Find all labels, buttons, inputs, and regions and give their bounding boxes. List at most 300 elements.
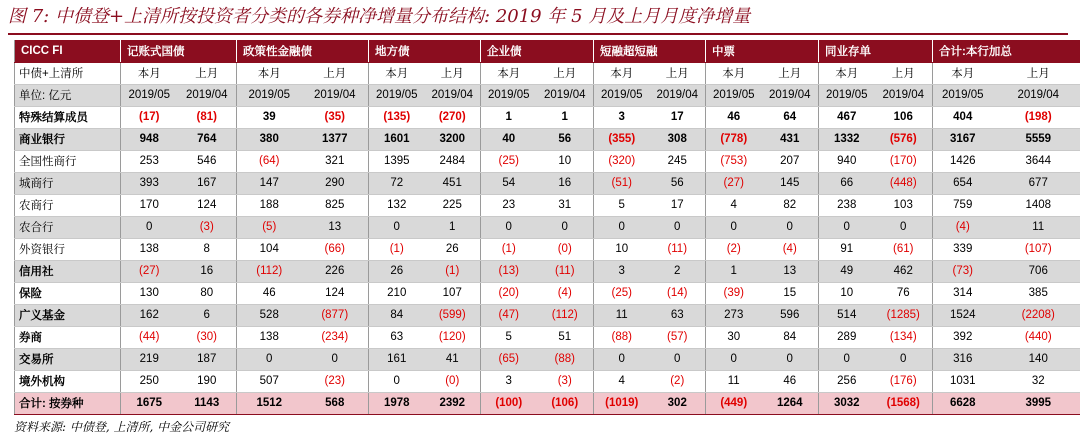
table-cell: 3 (594, 260, 650, 282)
table-cell: 3 (481, 370, 537, 392)
table-cell: 107 (425, 282, 481, 304)
table-cell: (135) (369, 106, 425, 128)
table-cell: 26 (425, 238, 481, 260)
table-row (15, 150, 1080, 172)
table-cell: (100) (481, 392, 537, 414)
figure-title: 图 7: 中债登+上清所按投资者分类的各券种净增量分布结构: 2019 年 5 月及上月月度净增量 (8, 6, 751, 27)
subheader-previous: 上月 (178, 62, 237, 84)
table-cell: 104 (237, 238, 302, 260)
table-cell: 80 (178, 282, 237, 304)
table-cell: 253 (121, 150, 178, 172)
table-cell: 0 (819, 216, 875, 238)
table-cell: (0) (537, 238, 594, 260)
table-cell: 84 (369, 304, 425, 326)
table-cell: 1426 (933, 150, 993, 172)
table-cell: 40 (481, 128, 537, 150)
table-cell: (2208) (993, 304, 1080, 326)
row-label: 商业银行 (15, 128, 121, 150)
table-cell: (1) (425, 260, 481, 282)
period-previous: 2019/04 (762, 84, 819, 106)
table-cell: 17 (650, 194, 706, 216)
table-cell: 1512 (237, 392, 302, 414)
table-cell: 385 (993, 282, 1080, 304)
unit-label: 单位: 亿元 (15, 84, 121, 106)
table-cell: (73) (933, 260, 993, 282)
subheader-current: 本月 (121, 62, 178, 84)
period-current: 2019/05 (481, 84, 537, 106)
table-cell: 431 (762, 128, 819, 150)
table-cell: (25) (481, 150, 537, 172)
table-cell: (320) (594, 150, 650, 172)
table-row (15, 128, 1080, 150)
table-cell: 256 (819, 370, 875, 392)
table-cell: 54 (481, 172, 537, 194)
table-cell: (27) (706, 172, 762, 194)
table-cell: 51 (537, 326, 594, 348)
table-cell: 6628 (933, 392, 993, 414)
table-row (15, 194, 1080, 216)
table-cell: 1 (706, 260, 762, 282)
row-label: 交易所 (15, 348, 121, 370)
table-cell: 138 (237, 326, 302, 348)
table-cell: 462 (875, 260, 933, 282)
table-cell: 64 (762, 106, 819, 128)
table-cell: (88) (537, 348, 594, 370)
table-cell: 546 (178, 150, 237, 172)
row-label: 城商行 (15, 172, 121, 194)
table-cell: (4) (537, 282, 594, 304)
row-label: 全国性商行 (15, 150, 121, 172)
table-cell: 188 (237, 194, 302, 216)
table-cell: (106) (537, 392, 594, 414)
table-cell: 10 (594, 238, 650, 260)
table-cell: (4) (933, 216, 993, 238)
table-cell: 4 (594, 370, 650, 392)
table-cell: (11) (650, 238, 706, 260)
table-cell: 0 (762, 216, 819, 238)
table-cell: (1019) (594, 392, 650, 414)
table-row (15, 392, 1080, 414)
table-row (15, 238, 1080, 260)
table-cell: 15 (762, 282, 819, 304)
table-cell: 103 (875, 194, 933, 216)
table-cell: (0) (425, 370, 481, 392)
table-cell: (11) (537, 260, 594, 282)
table-cell: 31 (537, 194, 594, 216)
table-cell: 764 (178, 128, 237, 150)
table-cell: 321 (302, 150, 369, 172)
table-cell: 56 (537, 128, 594, 150)
table-cell: 1377 (302, 128, 369, 150)
table-cell: 91 (819, 238, 875, 260)
table-cell: 11 (993, 216, 1080, 238)
table-cell: 56 (650, 172, 706, 194)
table-cell: (270) (425, 106, 481, 128)
net-increment-table (14, 40, 1080, 415)
group-header: 记账式国债 (121, 40, 237, 62)
corner-label: CICC FI (15, 40, 121, 62)
table-cell: (44) (121, 326, 178, 348)
table-cell: 130 (121, 282, 178, 304)
row-label: 信用社 (15, 260, 121, 282)
table-cell: 1675 (121, 392, 178, 414)
row-label: 农合行 (15, 216, 121, 238)
table-cell: (64) (237, 150, 302, 172)
table-row (15, 282, 1080, 304)
table-row (15, 370, 1080, 392)
table-cell: (778) (706, 128, 762, 150)
table-cell: 467 (819, 106, 875, 128)
table-cell: 147 (237, 172, 302, 194)
table-row (15, 304, 1080, 326)
table-cell: 1332 (819, 128, 875, 150)
table-cell: (355) (594, 128, 650, 150)
table-cell: (3) (537, 370, 594, 392)
table-cell: 273 (706, 304, 762, 326)
table-cell: 162 (121, 304, 178, 326)
table-cell: 3995 (993, 392, 1080, 414)
period-previous: 2019/04 (178, 84, 237, 106)
table-cell: (51) (594, 172, 650, 194)
table-cell: 451 (425, 172, 481, 194)
table-cell: 0 (706, 348, 762, 370)
table-cell: 0 (875, 348, 933, 370)
table-cell: (35) (302, 106, 369, 128)
table-cell: (17) (121, 106, 178, 128)
table-cell: 302 (650, 392, 706, 414)
table-cell: 226 (302, 260, 369, 282)
table-row (15, 172, 1080, 194)
table-cell: (112) (237, 260, 302, 282)
subheader-previous: 上月 (762, 62, 819, 84)
row-label: 外资银行 (15, 238, 121, 260)
table-cell: 677 (993, 172, 1080, 194)
group-header: 合计:本行加总 (933, 40, 1080, 62)
period-previous: 2019/04 (302, 84, 369, 106)
table-cell: 3200 (425, 128, 481, 150)
table-cell: 106 (875, 106, 933, 128)
subheader-current: 本月 (237, 62, 302, 84)
group-header-row (15, 40, 1080, 62)
table-cell: 2484 (425, 150, 481, 172)
table-cell: 210 (369, 282, 425, 304)
table-cell: 1031 (933, 370, 993, 392)
table-cell: 32 (993, 370, 1080, 392)
table-cell: 0 (481, 216, 537, 238)
table-cell: 23 (481, 194, 537, 216)
table-cell: 0 (121, 216, 178, 238)
period-current: 2019/05 (369, 84, 425, 106)
subheader-row (15, 62, 1080, 84)
table-cell: (599) (425, 304, 481, 326)
table-cell: 63 (650, 304, 706, 326)
period-current: 2019/05 (237, 84, 302, 106)
table-cell: 3032 (819, 392, 875, 414)
table-cell: 46 (762, 370, 819, 392)
table-cell: 16 (178, 260, 237, 282)
subheader-current: 本月 (706, 62, 762, 84)
table-cell: 1524 (933, 304, 993, 326)
table-cell: 17 (650, 106, 706, 128)
table-cell: 124 (178, 194, 237, 216)
table-cell: 13 (302, 216, 369, 238)
table-cell: (107) (993, 238, 1080, 260)
table-cell: (2) (650, 370, 706, 392)
table-cell: 0 (369, 370, 425, 392)
table-cell: 0 (237, 348, 302, 370)
subheader-current: 本月 (369, 62, 425, 84)
table-cell: 16 (537, 172, 594, 194)
period-previous: 2019/04 (425, 84, 481, 106)
table-cell: 46 (706, 106, 762, 128)
table-cell: 1 (425, 216, 481, 238)
table-cell: (81) (178, 106, 237, 128)
table-cell: 0 (762, 348, 819, 370)
table-cell: 392 (933, 326, 993, 348)
period-previous: 2019/04 (875, 84, 933, 106)
table-cell: (3) (178, 216, 237, 238)
group-header: 企业债 (481, 40, 594, 62)
table-cell: 190 (178, 370, 237, 392)
row-label: 特殊结算成员 (15, 106, 121, 128)
table-row (15, 260, 1080, 282)
table-cell: 0 (594, 348, 650, 370)
subheader-previous: 上月 (302, 62, 369, 84)
table-cell: 66 (819, 172, 875, 194)
period-current: 2019/05 (706, 84, 762, 106)
table-cell: 3644 (993, 150, 1080, 172)
table-cell: (4) (762, 238, 819, 260)
table-cell: 63 (369, 326, 425, 348)
table-cell: 10 (537, 150, 594, 172)
table-cell: (170) (875, 150, 933, 172)
table-cell: 404 (933, 106, 993, 128)
table-cell: 5559 (993, 128, 1080, 150)
table-cell: 132 (369, 194, 425, 216)
row-label: 境外机构 (15, 370, 121, 392)
table-cell: 145 (762, 172, 819, 194)
table-cell: (30) (178, 326, 237, 348)
table-cell: 13 (762, 260, 819, 282)
table-cell: 30 (706, 326, 762, 348)
group-header: 政策性金融债 (237, 40, 369, 62)
table-cell: 0 (875, 216, 933, 238)
group-header: 地方债 (369, 40, 481, 62)
group-header: 短融超短融 (594, 40, 706, 62)
table-cell: (448) (875, 172, 933, 194)
table-cell: 568 (302, 392, 369, 414)
table-cell: 596 (762, 304, 819, 326)
table-cell: 1408 (993, 194, 1080, 216)
table-cell: 0 (302, 348, 369, 370)
table-cell: 3 (594, 106, 650, 128)
table-cell: 250 (121, 370, 178, 392)
table-cell: 1978 (369, 392, 425, 414)
table-cell: 11 (594, 304, 650, 326)
table-cell: 3167 (933, 128, 993, 150)
table-cell: (27) (121, 260, 178, 282)
table-cell: 84 (762, 326, 819, 348)
table-cell: 308 (650, 128, 706, 150)
table-cell: (1) (481, 238, 537, 260)
row-label: 保险 (15, 282, 121, 304)
row-label: 合计: 按券种 (15, 392, 121, 414)
period-previous: 2019/04 (537, 84, 594, 106)
table-cell: (20) (481, 282, 537, 304)
period-current: 2019/05 (933, 84, 993, 106)
table-cell: 49 (819, 260, 875, 282)
group-header: 同业存单 (819, 40, 933, 62)
table-row (15, 106, 1080, 128)
table-row (15, 216, 1080, 238)
table-cell: 825 (302, 194, 369, 216)
subheader-label: 中债+上清所 (15, 62, 121, 84)
table-cell: 76 (875, 282, 933, 304)
table-cell: (61) (875, 238, 933, 260)
table-cell: 2392 (425, 392, 481, 414)
table-cell: (2) (706, 238, 762, 260)
row-label: 券商 (15, 326, 121, 348)
table-cell: (23) (302, 370, 369, 392)
table-cell: (234) (302, 326, 369, 348)
table-cell: 0 (819, 348, 875, 370)
table-cell: (440) (993, 326, 1080, 348)
table-cell: (449) (706, 392, 762, 414)
table-cell: 238 (819, 194, 875, 216)
table-row (15, 326, 1080, 348)
table-cell: (13) (481, 260, 537, 282)
table-cell: 706 (993, 260, 1080, 282)
table-cell: 0 (369, 216, 425, 238)
table-cell: 82 (762, 194, 819, 216)
period-current: 2019/05 (121, 84, 178, 106)
source-rule (14, 414, 1064, 415)
table-cell: 2 (650, 260, 706, 282)
table-cell: 0 (706, 216, 762, 238)
table-cell: 654 (933, 172, 993, 194)
table-cell: 11 (706, 370, 762, 392)
source-note: 资料来源: 中债登, 上清所, 中金公司研究 (14, 420, 230, 434)
row-label: 农商行 (15, 194, 121, 216)
table-cell: 0 (537, 216, 594, 238)
table-cell: 245 (650, 150, 706, 172)
table-cell: (47) (481, 304, 537, 326)
table-cell: 940 (819, 150, 875, 172)
table-cell: (5) (237, 216, 302, 238)
table-cell: 72 (369, 172, 425, 194)
table-cell: 46 (237, 282, 302, 304)
table-cell: 6 (178, 304, 237, 326)
subheader-previous: 上月 (993, 62, 1080, 84)
table-cell: 161 (369, 348, 425, 370)
table-cell: (1) (369, 238, 425, 260)
table-cell: 4 (706, 194, 762, 216)
table-cell: 225 (425, 194, 481, 216)
subheader-current: 本月 (933, 62, 993, 84)
period-row (15, 84, 1080, 106)
period-current: 2019/05 (594, 84, 650, 106)
table-cell: 759 (933, 194, 993, 216)
table-cell: 219 (121, 348, 178, 370)
table-cell: 1 (481, 106, 537, 128)
table-cell: 528 (237, 304, 302, 326)
table-cell: 207 (762, 150, 819, 172)
table-cell: 339 (933, 238, 993, 260)
table-cell: 187 (178, 348, 237, 370)
table-cell: (57) (650, 326, 706, 348)
table-cell: (877) (302, 304, 369, 326)
table-cell: 5 (481, 326, 537, 348)
table-cell: 380 (237, 128, 302, 150)
table-cell: 167 (178, 172, 237, 194)
subheader-previous: 上月 (875, 62, 933, 84)
table-cell: 316 (933, 348, 993, 370)
subheader-previous: 上月 (537, 62, 594, 84)
subheader-current: 本月 (481, 62, 537, 84)
table-cell: 1143 (178, 392, 237, 414)
table-cell: 0 (650, 348, 706, 370)
table-cell: 290 (302, 172, 369, 194)
table-cell: (753) (706, 150, 762, 172)
table-cell: 507 (237, 370, 302, 392)
table-cell: 514 (819, 304, 875, 326)
table-cell: (1285) (875, 304, 933, 326)
table-cell: 41 (425, 348, 481, 370)
period-previous: 2019/04 (993, 84, 1080, 106)
table-cell: 1 (537, 106, 594, 128)
table-cell: 0 (594, 216, 650, 238)
table-cell: (198) (993, 106, 1080, 128)
table-cell: 8 (178, 238, 237, 260)
table-cell: 948 (121, 128, 178, 150)
table-cell: (576) (875, 128, 933, 150)
table-cell: (65) (481, 348, 537, 370)
table-cell: (25) (594, 282, 650, 304)
title-rule (8, 33, 1068, 35)
table-cell: 138 (121, 238, 178, 260)
table-cell: (14) (650, 282, 706, 304)
table-cell: (112) (537, 304, 594, 326)
table-cell: 1264 (762, 392, 819, 414)
table-cell: 170 (121, 194, 178, 216)
table-cell: (120) (425, 326, 481, 348)
subheader-current: 本月 (594, 62, 650, 84)
table-row (15, 348, 1080, 370)
period-current: 2019/05 (819, 84, 875, 106)
table-cell: 1395 (369, 150, 425, 172)
table-cell: (134) (875, 326, 933, 348)
table-cell: (1568) (875, 392, 933, 414)
table-cell: 393 (121, 172, 178, 194)
period-previous: 2019/04 (650, 84, 706, 106)
table-cell: 314 (933, 282, 993, 304)
table-cell: 10 (819, 282, 875, 304)
table-cell: 39 (237, 106, 302, 128)
table-cell: 289 (819, 326, 875, 348)
table-cell: 26 (369, 260, 425, 282)
table-cell: 124 (302, 282, 369, 304)
table-cell: (39) (706, 282, 762, 304)
subheader-previous: 上月 (425, 62, 481, 84)
table-cell: (88) (594, 326, 650, 348)
table-cell: 0 (650, 216, 706, 238)
row-label: 广义基金 (15, 304, 121, 326)
table-cell: (176) (875, 370, 933, 392)
table-cell: 140 (993, 348, 1080, 370)
subheader-current: 本月 (819, 62, 875, 84)
subheader-previous: 上月 (650, 62, 706, 84)
table-cell: 5 (594, 194, 650, 216)
